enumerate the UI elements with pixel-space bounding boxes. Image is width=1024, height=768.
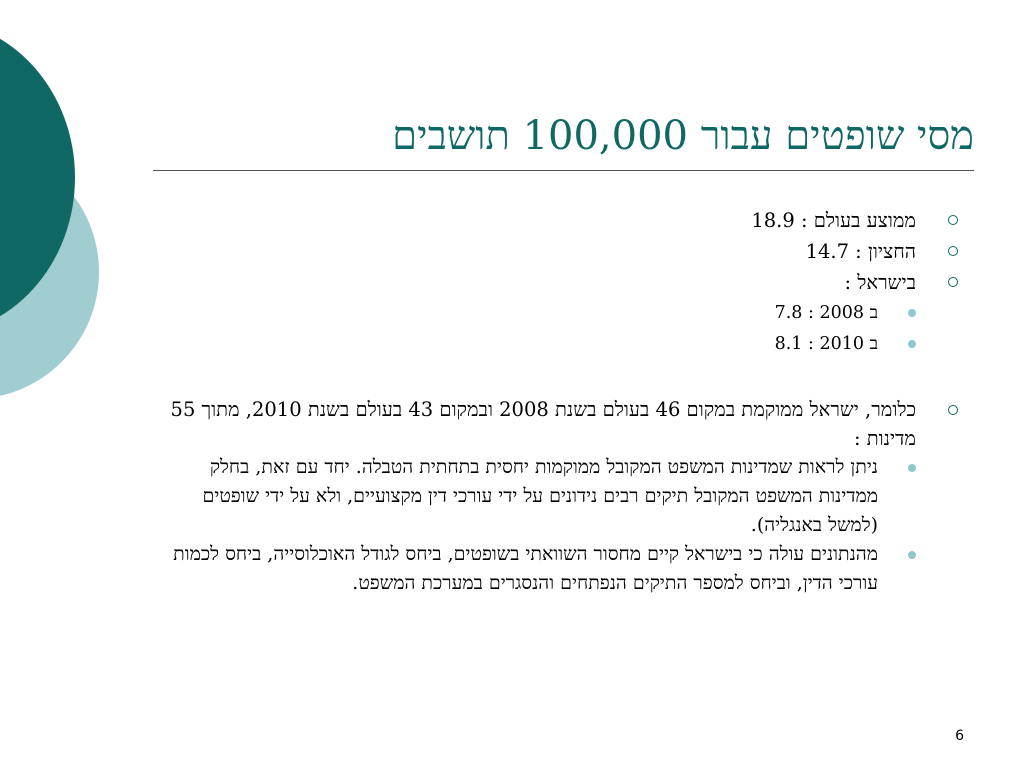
- dot-bullet-icon: [908, 464, 916, 472]
- ring-bullet-icon: [948, 215, 958, 225]
- sub-bullet-common-law: [162, 453, 962, 540]
- bullet-israel: [162, 267, 962, 298]
- bullet-text: ניתן לראות שמדינות המשפט המקובל ממוקמות יחסית בתחתית הטבלה. יחד עם זאת, בחלק ממדינות המשפט המקובל תיקים רבים נידונים על ידי עורכי דין מקצועיים, ולא על ידי שופטים (למשל באנגליה).: [202, 456, 878, 536]
- bullet-world-average: [162, 205, 962, 236]
- slide-content: [162, 205, 962, 598]
- title-divider: [153, 170, 974, 171]
- bullet-text: ממוצע בעולם : 18.9: [751, 209, 916, 232]
- ring-bullet-icon: [948, 246, 958, 256]
- bullet-median: [162, 236, 962, 267]
- ring-bullet-icon: [948, 277, 958, 287]
- bullet-text: בישראל :: [844, 271, 916, 294]
- bullet-ranking: [162, 395, 962, 453]
- sub-bullet-israel-2008: [162, 298, 962, 329]
- dot-bullet-icon: [908, 551, 916, 559]
- dot-bullet-icon: [908, 340, 916, 348]
- dot-bullet-icon: [908, 309, 916, 317]
- slide-title: מסי שופטים עבור 100,000 תושבים: [392, 113, 974, 159]
- bullet-text: החציון : 14.7: [805, 240, 916, 263]
- bullet-text: ב 2008 : 7.8: [774, 303, 878, 323]
- ring-bullet-icon: [948, 405, 958, 415]
- page-number: 6: [955, 728, 964, 744]
- bullet-text: כלומר, ישראל ממוקמת במקום 46 בעולם בשנת 2008 ובמקום 43 בעולם בשנת 2010, מתוך 55 מדינות :: [170, 398, 916, 450]
- sub-bullet-shortage: [162, 540, 962, 598]
- bullet-text: מהנתונים עולה כי בישראל קיים מחסור השוואתי בשופטים, ביחס לגודל האוכלוסייה, ביחס לכמות עורכי הדין, וביחס למספר התיקים הנפתחים והנסגרים במערכת המשפט.: [173, 543, 878, 594]
- spacer: [162, 360, 962, 395]
- bullet-text: ב 2010 : 8.1: [774, 334, 878, 354]
- sub-bullet-israel-2010: [162, 329, 962, 360]
